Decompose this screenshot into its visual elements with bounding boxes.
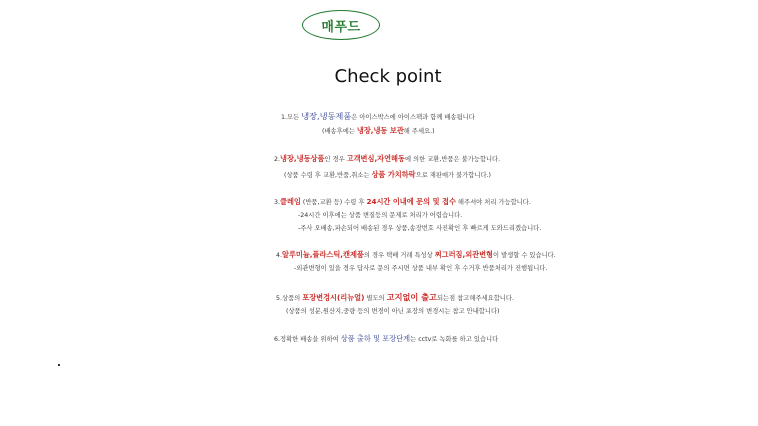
point-4-sub: -외관변형이 있을 경우 답사로 문의 주시면 상품 내부 확인 후 수거후 반품처리가 진행됩니다. (294, 265, 548, 272)
brand-logo-text: 매푸드 (321, 19, 361, 35)
point-3-highlight-a: 클레임 (280, 197, 301, 206)
brand-logo (302, 10, 380, 40)
point-3-highlight-b: 24시간 이내에 문의 및 접수 (366, 197, 456, 206)
point-4-main: 4.알루미늄,플라스틱,캔제품의 경우 택배 거래 특성상 찌그러짐,외관변형이 발생할 수 있습니다. (276, 250, 556, 259)
point-5-main: 5.상품의 포장변경시(리뉴얼) 별도의 고지없이 출고되는점 참고해주세요합니다. (276, 292, 514, 302)
point-5-sub: (상품의 성분,원산지,중량 등의 변경이 아닌 포장의 변경시는 참고 안내합니다) (286, 308, 500, 315)
point-6-highlight: 상품 출하 및 포장단계 (340, 334, 411, 343)
point-1-main: 1.모든 냉장,냉동제품은 아이스박스에 아이스팩과 함께 배송됩니다 (281, 111, 475, 121)
point-5-highlight-b: 고지없이 출고 (386, 292, 437, 302)
point-5-highlight-a: 포장변경시(리뉴얼) (302, 293, 365, 302)
point-3-sub-1: -24시간 이후에는 상품 변질등의 문제로 처리가 어렵습니다. (298, 212, 463, 219)
point-3-sub-2: -주사 오배송,파손되어 배송된 경우 상품,송장번호 사진확인 후 빠르게 도와드리겠습니다. (298, 225, 542, 232)
point-1-highlight: 냉장,냉동제품 (301, 111, 352, 121)
stray-dot (58, 364, 60, 366)
point-2-highlight-b: 고객변심,자연해동 (346, 154, 405, 163)
point-2-highlight-a: 냉장,냉동상품 (280, 154, 325, 163)
page-title: Check point (334, 66, 442, 87)
point-2-sub: (상품 수령 후 교환,반품,취소는 상품 가치하락으로 재판매가 불가합니다.) (284, 170, 492, 179)
point-3-main: 3.클레임 (반품,교환 등) 수령 후 24시간 이내에 문의 및 접수 해주셔야 처리 가능합니다. (274, 197, 531, 206)
point-6-main: 6.정확한 배송을 위하여 상품 출하 및 포장단계는 cctv로 녹화를 하고 있습니다 (274, 334, 499, 343)
point-4-highlight-b: 찌그러짐,외관변형 (434, 250, 493, 259)
point-1-sub: (배송후에는 냉장,냉동 보관해 주세요.) (322, 126, 435, 135)
point-1-sub-highlight: 냉장,냉동 보관 (356, 126, 404, 135)
point-2-main: 2.냉장,냉동상품인 경우 고객변심,자연해동에 의한 교환,반품은 불가능합니다. (274, 154, 501, 163)
point-4-highlight-a: 알루미늄,플라스틱,캔제품 (282, 250, 364, 259)
point-2-sub-highlight: 상품 가치하락 (371, 170, 416, 179)
